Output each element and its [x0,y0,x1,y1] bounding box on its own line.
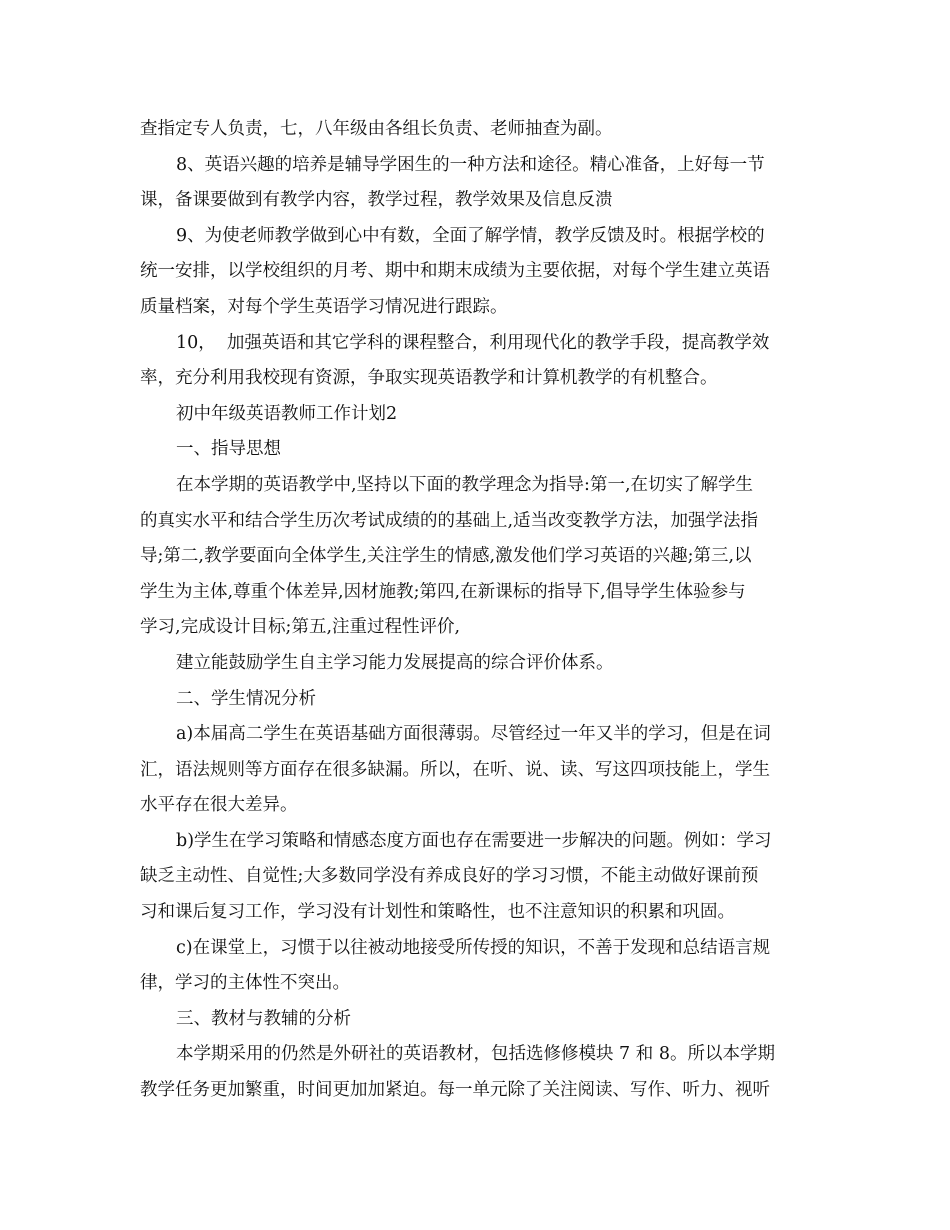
text-line: c)在课堂上，习惯于以往被动地接受所传授的知识，不善于发现和总结语言规 [176,937,771,958]
text-line: 率，充分利用我校现有资源，争取实现英语教学和计算机教学的有机整合。 [140,368,718,389]
text-line: 的真实水平和结合学生历次考试成绩的的基础上,适当改变教学方法，加强学法指 [140,510,759,531]
text-line: 初中年级英语教师工作计划2 [176,403,398,424]
text-line: 在本学期的英语教学中,坚持以下面的教学理念为指导:第一,在切实了解学生 [176,474,754,495]
text-line: 导;第二,教学要面向全体学生,关注学生的情感,激发他们学习英语的兴趣;第三,以 [140,546,752,567]
text-line: 一、指导思想 [176,439,281,460]
text-line: 10， 加强英语和其它学科的课程整合，利用现代化的教学手段，提高教学效 [176,332,770,353]
text-line: 8、英语兴趣的培养是辅导学困生的一种方法和途径。精心准备，上好每一节 [176,154,765,175]
text-line: 查指定专人负责，七，八年级由各组长负责、老师抽查为副。 [140,119,613,139]
document-body [140,112,812,1109]
text-line: 习和课后复习工作，学习没有计划性和策略性，也不注意知识的积累和巩固。 [140,902,735,923]
text-line: 统一安排，以学校组织的月考、期中和期末成绩为主要依据，对每个学生建立英语 [140,261,770,282]
text-line: 律，学习的主体性不突出。 [140,973,350,994]
text-line: 9、为使老师教学做到心中有数，全面了解学情，教学反馈及时。根据学校的 [176,225,765,246]
text-line: b)学生在学习策略和情感态度方面也存在需要进一步解决的问题。例如：学习 [176,830,772,851]
text-line: 汇，语法规则等方面存在很多缺漏。所以，在听、说、读、写这四项技能上，学生 [140,759,770,780]
text-line: 缺乏主动性、自觉性;大多数同学没有养成良好的学习习惯，不能主动做好课前预 [140,866,759,887]
text-line: 教学任务更加繁重，时间更加加紧迫。每一单元除了关注阅读、写作、听力、视听 [140,1080,770,1101]
text-line: 建立能鼓励学生自主学习能力发展提高的综合评价体系。 [176,652,614,673]
text-line: 质量档案，对每个学生英语学习情况进行跟踪。 [140,296,508,317]
text-line: 学生为主体,尊重个体差异,因材施教;第四,在新课标的指导下,倡导学生体验参与 [140,581,746,602]
text-line: 学习,完成设计目标;第五,注重过程性评价, [140,617,461,638]
text-line: 课，备课要做到有教学内容，教学过程，教学效果及信息反溃 [140,190,613,211]
text-line: a)本届高二学生在英语基础方面很薄弱。尽管经过一年又半的学习，但是在词 [176,724,771,745]
text-line: 二、学生情况分析 [176,688,316,709]
text-line: 水平存在很大差异。 [140,795,298,816]
text-line: 三、教材与教辅的分析 [176,1008,351,1029]
text-line: 本学期采用的仍然是外研社的英语教材，包括选修修模块 7 和 8。所以本学期 [176,1044,775,1065]
